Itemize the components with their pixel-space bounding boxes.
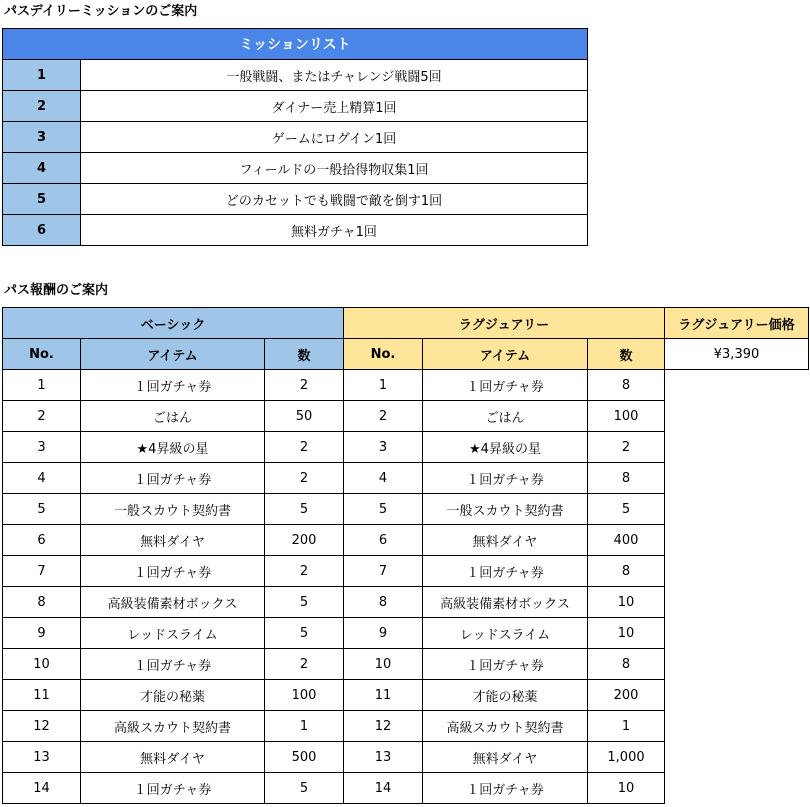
mission-text: 無料ガチャ1回 [81,215,588,246]
basic-no-header: No. [3,339,81,370]
luxury-item-cell: １回ガチャ券 [423,370,588,401]
mission-row [3,153,588,184]
luxury-qty-cell: 8 [588,556,665,587]
reward-row [3,649,809,680]
basic-item-cell: １回ガチャ券 [81,370,265,401]
basic-qty-cell: 1 [265,711,344,742]
luxury-no-cell: 6 [344,525,423,556]
basic-no-cell: 10 [3,649,81,680]
reward-row [3,494,809,525]
reward-row [3,680,809,711]
luxury-item-header: アイテム [423,339,588,370]
basic-item-cell: １回ガチャ券 [81,556,265,587]
mission-number: 4 [3,153,81,184]
luxury-qty-cell: 1 [588,711,665,742]
basic-item-header: アイテム [81,339,265,370]
reward-row [3,401,809,432]
basic-no-cell: 1 [3,370,81,401]
luxury-price-value: ¥3,390 [665,339,809,370]
luxury-item-cell: 才能の秘薬 [423,680,588,711]
luxury-qty-cell: 8 [588,463,665,494]
mission-list-header: ミッションリスト [3,29,588,60]
basic-item-cell: 無料ダイヤ [81,525,265,556]
basic-no-cell: 9 [3,618,81,649]
reward-row [3,618,809,649]
luxury-qty-cell: 2 [588,432,665,463]
mission-number: 1 [3,60,81,91]
mission-text: ゲームにログイン1回 [81,122,588,153]
mission-text: ダイナー売上精算1回 [81,91,588,122]
reward-table [2,307,809,804]
basic-qty-cell: 2 [265,463,344,494]
luxury-no-cell: 9 [344,618,423,649]
mission-row [3,122,588,153]
reward-row [3,525,809,556]
mission-row [3,60,588,91]
basic-item-cell: レッドスライム [81,618,265,649]
luxury-qty-cell: 10 [588,773,665,804]
mission-table-header-row [3,29,588,60]
luxury-qty-cell: 10 [588,587,665,618]
reward-row [3,463,809,494]
basic-item-cell: 高級スカウト契約書 [81,711,265,742]
basic-no-cell: 12 [3,711,81,742]
basic-no-cell: 3 [3,432,81,463]
mission-number: 6 [3,215,81,246]
basic-no-cell: 6 [3,525,81,556]
basic-qty-cell: 5 [265,494,344,525]
mission-text: 一般戦闘、またはチャレンジ戦闘5回 [81,60,588,91]
basic-qty-cell: 5 [265,587,344,618]
basic-item-cell: １回ガチャ券 [81,773,265,804]
basic-no-cell: 8 [3,587,81,618]
basic-qty-cell: 500 [265,742,344,773]
mission-row [3,91,588,122]
luxury-item-cell: 無料ダイヤ [423,742,588,773]
basic-no-cell: 4 [3,463,81,494]
mission-row [3,215,588,246]
luxury-no-cell: 8 [344,587,423,618]
basic-item-cell: 一般スカウト契約書 [81,494,265,525]
reward-row [3,587,809,618]
luxury-item-cell: １回ガチャ券 [423,649,588,680]
luxury-qty-cell: 100 [588,401,665,432]
luxury-no-cell: 5 [344,494,423,525]
reward-row [3,773,809,804]
luxury-qty-header: 数 [588,339,665,370]
basic-item-cell: 無料ダイヤ [81,742,265,773]
luxury-qty-cell: 8 [588,649,665,680]
reward-column-header-row [3,339,809,370]
mission-number: 3 [3,122,81,153]
basic-qty-header: 数 [265,339,344,370]
basic-no-cell: 14 [3,773,81,804]
luxury-item-cell: 高級スカウト契約書 [423,711,588,742]
basic-qty-cell: 2 [265,649,344,680]
reward-row [3,432,809,463]
luxury-no-cell: 12 [344,711,423,742]
basic-item-cell: 才能の秘薬 [81,680,265,711]
basic-qty-cell: 2 [265,370,344,401]
basic-qty-cell: 5 [265,618,344,649]
luxury-no-cell: 14 [344,773,423,804]
basic-item-cell: ★4昇級の星 [81,432,265,463]
mission-text: どのカセットでも戦闘で敵を倒す1回 [81,184,588,215]
luxury-item-cell: 無料ダイヤ [423,525,588,556]
reward-section-title: パス報酬のご案内 [4,283,109,298]
basic-item-cell: １回ガチャ券 [81,463,265,494]
basic-item-cell: １回ガチャ券 [81,649,265,680]
basic-item-cell: 高級装備素材ボックス [81,587,265,618]
luxury-no-cell: 7 [344,556,423,587]
luxury-qty-cell: 8 [588,370,665,401]
reward-row [3,711,809,742]
luxury-no-cell: 10 [344,649,423,680]
mission-table [2,28,588,246]
mission-text: フィールドの一般拾得物収集1回 [81,153,588,184]
mission-number: 2 [3,91,81,122]
basic-qty-cell: 2 [265,556,344,587]
luxury-item-cell: １回ガチャ券 [423,463,588,494]
luxury-no-cell: 1 [344,370,423,401]
reward-row [3,370,809,401]
luxury-item-cell: ごはん [423,401,588,432]
basic-item-cell: ごはん [81,401,265,432]
basic-qty-cell: 2 [265,432,344,463]
luxury-no-header: No. [344,339,423,370]
luxury-no-cell: 2 [344,401,423,432]
basic-qty-cell: 100 [265,680,344,711]
luxury-header: ラグジュアリー [344,308,665,339]
luxury-item-cell: ★4昇級の星 [423,432,588,463]
luxury-no-cell: 4 [344,463,423,494]
luxury-no-cell: 13 [344,742,423,773]
mission-row [3,184,588,215]
luxury-item-cell: レッドスライム [423,618,588,649]
basic-qty-cell: 5 [265,773,344,804]
basic-no-cell: 7 [3,556,81,587]
luxury-item-cell: 一般スカウト契約書 [423,494,588,525]
reward-row [3,742,809,773]
mission-number: 5 [3,184,81,215]
reward-row [3,556,809,587]
basic-no-cell: 11 [3,680,81,711]
basic-no-cell: 2 [3,401,81,432]
mission-section-title: パスデイリーミッションのご案内 [4,4,198,19]
reward-group-header-row [3,308,809,339]
basic-qty-cell: 50 [265,401,344,432]
luxury-qty-cell: 5 [588,494,665,525]
luxury-no-cell: 3 [344,432,423,463]
luxury-item-cell: 高級装備素材ボックス [423,587,588,618]
luxury-qty-cell: 200 [588,680,665,711]
basic-qty-cell: 200 [265,525,344,556]
luxury-qty-cell: 1,000 [588,742,665,773]
luxury-qty-cell: 10 [588,618,665,649]
luxury-item-cell: １回ガチャ券 [423,773,588,804]
basic-no-cell: 5 [3,494,81,525]
luxury-qty-cell: 400 [588,525,665,556]
luxury-price-header: ラグジュアリー価格 [665,308,809,339]
basic-header: ベーシック [3,308,344,339]
luxury-no-cell: 11 [344,680,423,711]
basic-no-cell: 13 [3,742,81,773]
luxury-item-cell: １回ガチャ券 [423,556,588,587]
